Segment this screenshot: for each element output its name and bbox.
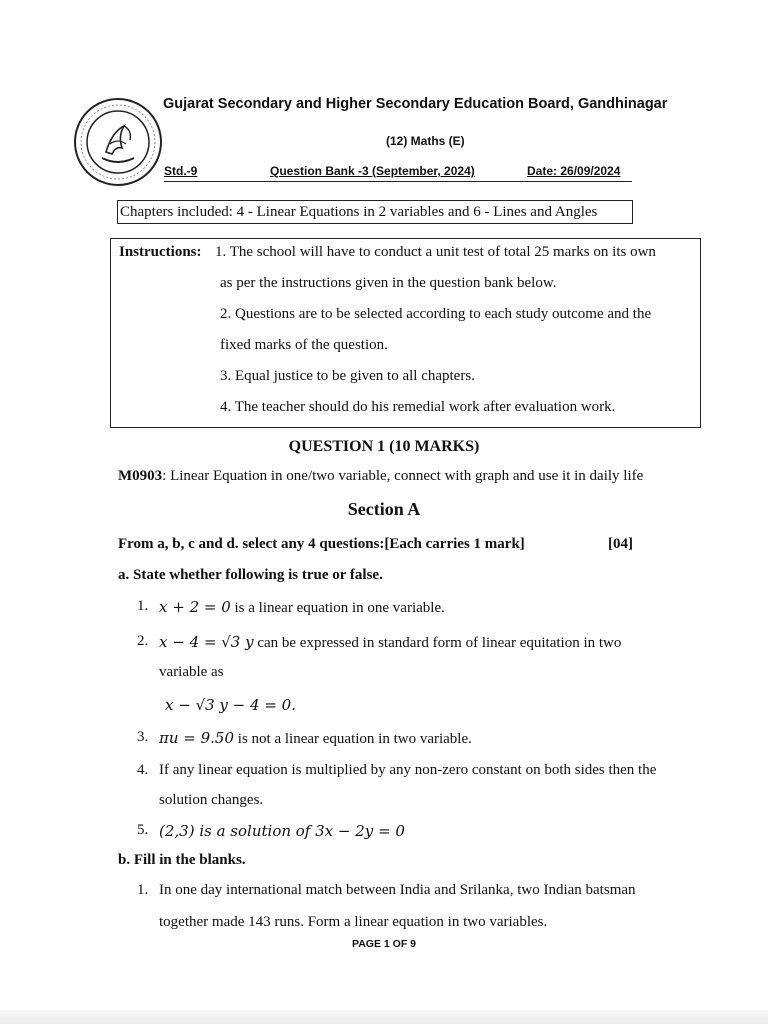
outcome-text: : Linear Equation in one/two variable, connect with graph and use it in daily life: [162, 468, 644, 484]
list-item: If any linear equation is multiplied by any non-zero constant on both sides then the: [159, 762, 657, 778]
list-item-continuation: together made 143 runs. Form a linear equation in two variables.: [159, 914, 548, 930]
instruction-line: fixed marks of the question.: [220, 337, 388, 353]
question-heading: QUESTION 1 (10 MARKS): [288, 438, 480, 455]
instruction-line: 4. The teacher should do his remedial work after evaluation work.: [220, 399, 616, 415]
item-number: 3.: [137, 729, 149, 745]
outcome-code: M0903: [118, 468, 163, 484]
item-number: 1.: [137, 598, 149, 614]
marks-label: [04]: [608, 536, 633, 552]
list-item: x − 4 = √3 y can be expressed in standard form of linear equitation in two: [159, 633, 622, 651]
learning-outcome: [118, 468, 643, 485]
board-seal-logo: [72, 96, 164, 188]
instructions-box: [110, 238, 701, 428]
chapters-box: Chapters included: 4 - Linear Equations in 2 variables and 6 - Lines and Angles: [117, 200, 633, 224]
instruction-line: 2. Questions are to be selected according to each study outcome and the: [220, 306, 652, 322]
equation: x + 2 = 0: [159, 598, 231, 616]
equation: (2,3) is a solution of 3x − 2y = 0: [159, 822, 405, 840]
instruction-line: 3. Equal justice to be given to all chapters.: [220, 368, 475, 384]
list-item: [159, 822, 405, 841]
list-item: πu = 9.50 is not a linear equation in two variable.: [159, 729, 472, 747]
equation: πu = 9.50: [159, 729, 235, 747]
list-item-continuation: solution changes.: [159, 792, 264, 808]
subject-label: (12) Maths (E): [386, 134, 465, 148]
page-bottom-edge: [0, 1010, 768, 1024]
instruction-line: as per the instructions given in the question bank below.: [220, 275, 557, 291]
standard-label: Std.-9: [164, 164, 198, 178]
equation: x − 4 = √3 y: [159, 633, 254, 651]
instruction-line: 1. The school will have to conduct a unit test of total 25 marks on its own: [215, 244, 656, 260]
question-bank-label: Question Bank -3 (September, 2024): [270, 164, 475, 178]
board-title: Gujarat Secondary and Higher Secondary Education Board, Gandhinagar: [163, 96, 668, 112]
item-number: 2.: [137, 633, 149, 649]
item-number: 4.: [137, 762, 149, 778]
part-b-title: b. Fill in the blanks.: [118, 852, 246, 868]
item-number: 1.: [137, 882, 149, 898]
instructions-label: Instructions:: [119, 244, 202, 260]
date-label: Date: 26/09/2024: [527, 164, 621, 178]
header-rule: [164, 181, 632, 182]
item-number: 5.: [137, 822, 149, 838]
list-item-continuation: variable as: [159, 664, 224, 680]
section-heading: Section A: [347, 499, 421, 519]
selection-instruction: From a, b, c and d. select any 4 questions:[Each carries 1 mark]: [118, 536, 525, 552]
part-a-title: a. State whether following is true or false.: [118, 567, 383, 583]
equation: x − √3 y − 4 = 0.: [165, 696, 296, 714]
page-number: PAGE 1 OF 9: [352, 938, 416, 950]
list-item: In one day international match between India and Srilanka, two Indian batsman: [159, 882, 636, 898]
list-item: x + 2 = 0 is a linear equation in one variable.: [159, 598, 445, 616]
